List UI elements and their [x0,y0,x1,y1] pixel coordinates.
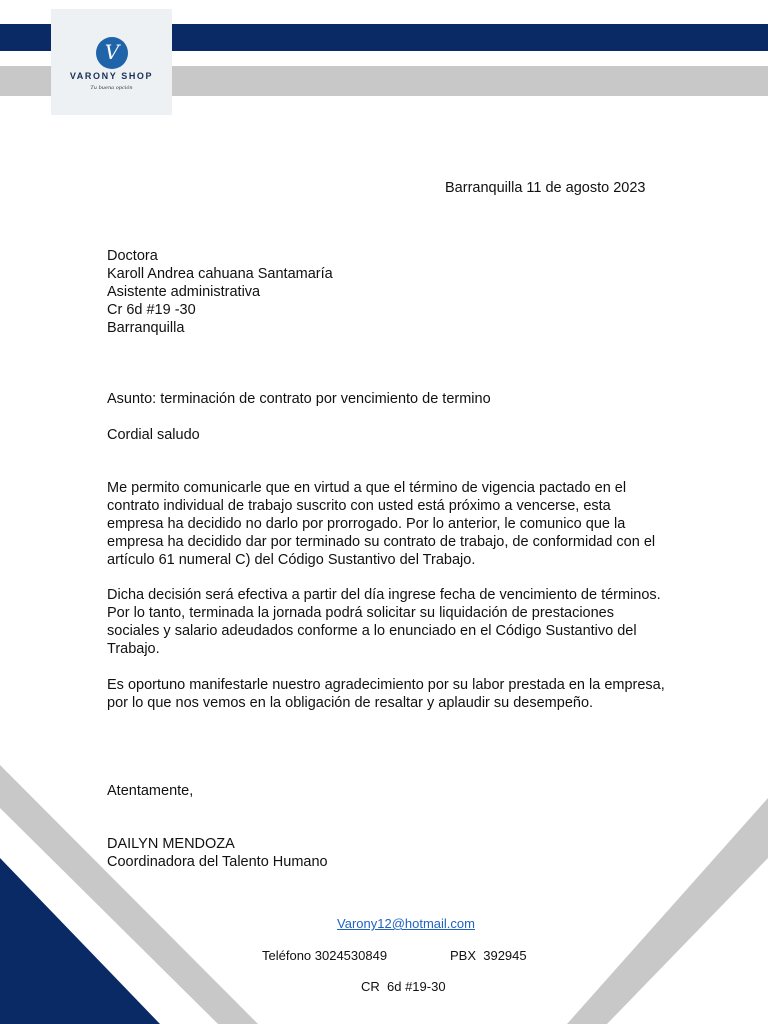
logo-v-icon: V [96,37,128,69]
footer-email-row [22,916,768,932]
logo-tagline: Tu buena opción [90,85,133,91]
place-date: Barranquilla 11 de agosto 2023 [445,180,646,196]
email-link[interactable]: Varony12@hotmail.com [337,916,475,931]
recipient-line: Karoll Andrea cahuana Santamaría [107,266,333,282]
footer-pbx: PBX 392945 [450,948,527,963]
recipient-line: Doctora [107,248,158,264]
recipient-line: Asistente administrativa [107,284,261,300]
body-paragraph [107,676,667,712]
body-paragraph-text: Es oportuno manifestarle nuestro agradecimiento por su labor prestada en la empresa, por lo que nos vemos en la obligación de resaltar y aplaudir su desempeño. [107,677,665,711]
recipient-line: Cr 6d #19 -30 [107,302,196,318]
logo-name: VARONY SHOP [69,71,154,81]
footer-address: CR 6d #19-30 [361,979,446,994]
subject-line: Asunto: terminación de contrato por vencimiento de termino [107,391,491,407]
right-gray-stripe [567,798,768,1024]
body-paragraph-text: Me permito comunicarle que en virtud a que el término de vigencia pactado en el contrato individual de trabajo suscrito con usted está próximo a vencerse, esta empresa ha decidido no darlo por prorrogado. Por lo anterior, le comunico que la empresa ha decidido dar por terminado su contrato de trabajo, de conformidad con el artículo 61 numeral C) del Código Sustantivo del Trabajo. [107,480,656,568]
signer-title: Coordinadora del Talento Humano [107,854,328,870]
body-paragraph [107,586,667,658]
footer-phone: Teléfono 3024530849 [262,948,388,963]
closing: Atentamente, [107,783,194,799]
recipient-line: Barranquilla [107,320,185,336]
signer-name: DAILYN MENDOZA [107,836,235,852]
body-paragraph [107,479,667,569]
company-logo [51,9,172,115]
body-paragraph-text: Dicha decisión será efectiva a partir del día ingrese fecha de vencimiento de términos. Por lo tanto, terminada la jornada podrá solicitar su liquidación de prestaciones sociales y salario adeudados conforme a lo enunciado en el Código Sustantivo del Trabajo. [107,587,661,657]
greeting: Cordial saludo [107,427,200,443]
